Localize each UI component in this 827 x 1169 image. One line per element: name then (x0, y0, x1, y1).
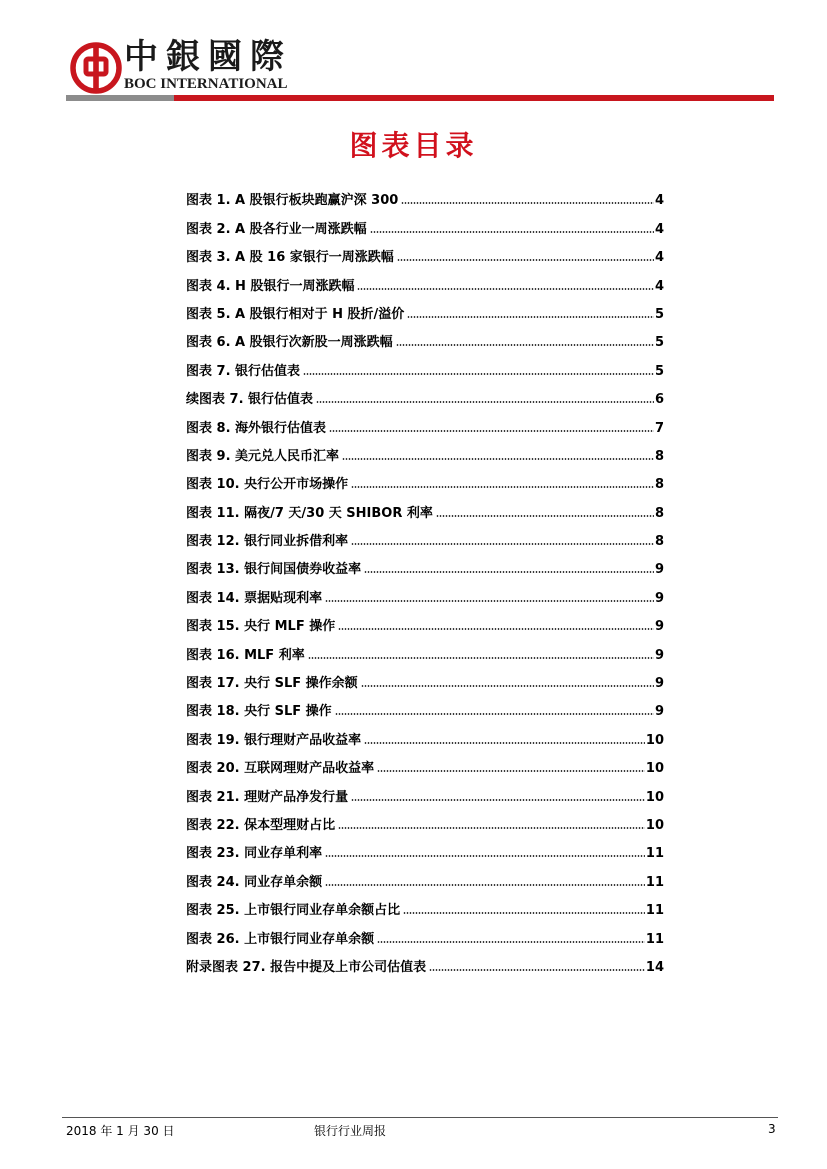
toc-item-label: 图表 10. 央行公开市场操作 (186, 477, 349, 493)
toc-item[interactable] (186, 947, 664, 975)
toc-item-label: 续图表 7. 银行估值表 (186, 392, 314, 408)
toc-dot-leader (429, 969, 645, 971)
brand-name-english: BOC INTERNATIONAL (124, 76, 288, 92)
toc-dot-leader (325, 884, 645, 886)
toc-item[interactable] (186, 237, 664, 265)
toc-item-label: 图表 22. 保本型理财占比 (186, 817, 336, 833)
toc-item[interactable] (186, 322, 664, 350)
toc-item-page: 9 (654, 676, 664, 692)
toc-item-page: 8 (654, 505, 664, 521)
toc-item[interactable] (186, 464, 664, 492)
header-divider-red (174, 95, 774, 101)
toc-dot-leader (303, 373, 654, 375)
toc-dot-leader (396, 344, 654, 346)
toc-item-page: 5 (654, 306, 664, 322)
toc-item-page: 10 (645, 732, 664, 748)
toc-item-label: 图表 18. 央行 SLF 操作 (186, 704, 332, 720)
toc-item-label: 图表 16. MLF 利率 (186, 647, 305, 663)
header-divider-grey (66, 95, 174, 101)
footer-date: 2018 年 1 月 30 日 (66, 1124, 175, 1138)
toc-item-page: 4 (654, 221, 664, 237)
toc-dot-leader (338, 827, 645, 829)
toc-item-page: 8 (654, 534, 664, 550)
toc-item-label: 图表 26. 上市银行同业存单余额 (186, 931, 375, 947)
toc-item-page: 9 (654, 704, 664, 720)
toc-item-label: 图表 23. 同业存单利率 (186, 846, 323, 862)
toc-dot-leader (325, 855, 645, 857)
toc-item[interactable] (186, 776, 664, 804)
toc-dot-leader (342, 458, 654, 460)
toc-item-label: 图表 20. 互联网理财产品收益率 (186, 761, 375, 777)
toc-item[interactable] (186, 180, 664, 208)
toc-dot-leader (361, 685, 654, 687)
toc-item[interactable] (186, 805, 664, 833)
toc-item-page: 4 (654, 278, 664, 294)
toc-item-label: 图表 25. 上市银行同业存单余额占比 (186, 903, 401, 919)
toc-dot-leader (351, 543, 654, 545)
toc-item-label: 图表 7. 银行估值表 (186, 363, 301, 379)
toc-item-label: 图表 3. A 股 16 家银行一周涨跌幅 (186, 250, 394, 266)
toc-item[interactable] (186, 492, 664, 520)
toc-item-page: 4 (654, 193, 664, 209)
toc-dot-leader (308, 657, 654, 659)
toc-item[interactable] (186, 521, 664, 549)
toc-item[interactable] (186, 748, 664, 776)
toc-item-label: 图表 1. A 股银行板块跑赢沪深 300 (186, 193, 399, 209)
footer-page-number: 3 (768, 1122, 776, 1136)
toc-item-label: 图表 2. A 股各行业一周涨跌幅 (186, 221, 367, 237)
toc-item[interactable] (186, 861, 664, 889)
footer-report-name: 银行行业周报 (314, 1124, 387, 1138)
brand-name-chinese: 中銀國際 (124, 37, 292, 77)
toc-item-page: 8 (654, 448, 664, 464)
toc-item-label: 图表 11. 隔夜/7 天/30 天 SHIBOR 利率 (186, 505, 433, 521)
toc-item-label: 图表 9. 美元兑人民币汇率 (186, 448, 340, 464)
toc-list (186, 180, 664, 975)
toc-item[interactable] (186, 350, 664, 378)
toc-item-page: 5 (654, 335, 664, 351)
toc-dot-leader (316, 401, 654, 403)
toc-item[interactable] (186, 379, 664, 407)
toc-dot-leader (407, 316, 654, 318)
toc-item-page: 9 (654, 619, 664, 635)
toc-dot-leader (436, 515, 654, 517)
toc-item-label: 图表 13. 银行间国债券收益率 (186, 562, 362, 578)
toc-item-page: 7 (654, 420, 664, 436)
toc-item-page: 6 (654, 392, 664, 408)
toc-item[interactable] (186, 549, 664, 577)
toc-dot-leader (338, 628, 654, 630)
toc-item-label: 图表 8. 海外银行估值表 (186, 420, 327, 436)
toc-item[interactable] (186, 436, 664, 464)
toc-item[interactable] (186, 918, 664, 946)
toc-dot-leader (325, 600, 654, 602)
toc-dot-leader (351, 799, 645, 801)
toc-item-page: 11 (645, 846, 664, 862)
toc-item-page: 11 (645, 903, 664, 919)
boc-logo (70, 42, 122, 94)
toc-item-page: 11 (645, 874, 664, 890)
toc-item-page: 10 (645, 789, 664, 805)
toc-dot-leader (403, 912, 645, 914)
footer-divider (62, 1117, 778, 1118)
toc-item-label: 图表 4. H 股银行一周涨跌幅 (186, 278, 355, 294)
toc-dot-leader (351, 486, 654, 488)
toc-item[interactable] (186, 577, 664, 605)
toc-dot-leader (329, 430, 654, 432)
toc-item[interactable] (186, 691, 664, 719)
toc-item[interactable] (186, 663, 664, 691)
toc-item[interactable] (186, 634, 664, 662)
toc-item-page: 9 (654, 647, 664, 663)
toc-item[interactable] (186, 208, 664, 236)
toc-item[interactable] (186, 719, 664, 747)
toc-dot-leader (377, 941, 645, 943)
toc-item-label: 图表 17. 央行 SLF 操作余额 (186, 676, 358, 692)
toc-dot-leader (401, 202, 654, 204)
toc-item-label: 图表 12. 银行同业拆借利率 (186, 534, 349, 550)
toc-item[interactable] (186, 407, 664, 435)
toc-item-page: 9 (654, 562, 664, 578)
toc-dot-leader (370, 231, 654, 233)
toc-item-page: 8 (654, 477, 664, 493)
toc-item-label: 图表 14. 票据贴现利率 (186, 590, 323, 606)
toc-item-page: 11 (645, 931, 664, 947)
toc-item-label: 附录图表 27. 报告中提及上市公司估值表 (186, 959, 427, 975)
toc-item-page: 9 (654, 590, 664, 606)
toc-item[interactable] (186, 833, 664, 861)
toc-item-label: 图表 15. 央行 MLF 操作 (186, 619, 336, 635)
toc-item[interactable] (186, 890, 664, 918)
toc-item-label: 图表 19. 银行理财产品收益率 (186, 732, 362, 748)
toc-item-label: 图表 5. A 股银行相对于 H 股折/溢价 (186, 306, 405, 322)
toc-dot-leader (364, 571, 654, 573)
toc-dot-leader (377, 770, 645, 772)
toc-dot-leader (397, 259, 654, 261)
toc-dot-leader (364, 742, 645, 744)
toc-dot-leader (357, 288, 654, 290)
toc-item-page: 14 (645, 959, 664, 975)
toc-item-page: 10 (645, 817, 664, 833)
toc-item-label: 图表 6. A 股银行次新股一周涨跌幅 (186, 335, 393, 351)
toc-item-page: 4 (654, 250, 664, 266)
toc-item-label: 图表 21. 理财产品净发行量 (186, 789, 349, 805)
toc-item-page: 5 (654, 363, 664, 379)
toc-item[interactable] (186, 606, 664, 634)
toc-dot-leader (335, 713, 654, 715)
toc-title: 图表目录 (349, 129, 478, 162)
toc-item[interactable] (186, 265, 664, 293)
toc-item-page: 10 (645, 761, 664, 777)
toc-item[interactable] (186, 294, 664, 322)
toc-item-label: 图表 24. 同业存单余额 (186, 874, 323, 890)
